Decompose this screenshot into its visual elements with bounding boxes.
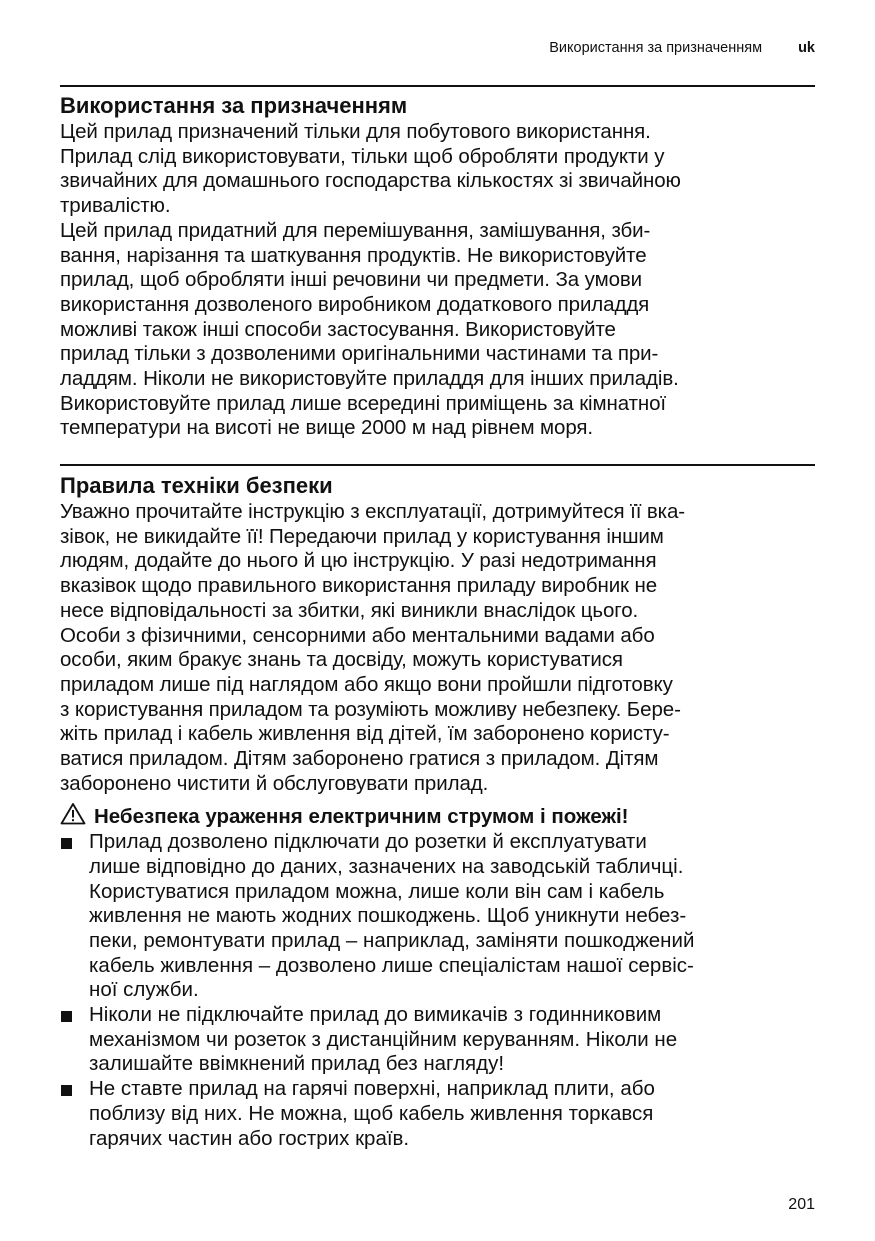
page-header xyxy=(60,40,815,60)
text-line: жіть прилад і кабель живлення від дітей, їм заборонено користу- xyxy=(60,722,670,746)
text-line: зівок, не викидайте її! Передаючи прилад у користування іншим xyxy=(60,524,664,548)
text-line: механізмом чи розеток з дистанційним керуванням. Ніколи не xyxy=(89,1027,678,1051)
language-code: uk xyxy=(798,40,815,56)
section-divider-2 xyxy=(60,464,815,466)
text-line: особи, яким бракує знань та досвіду, можуть користуватися xyxy=(60,648,623,672)
page-number: 201 xyxy=(788,1196,815,1213)
text-line: з користування приладом та розуміють можливу небезпеку. Бере- xyxy=(60,697,681,721)
text-line: людям, додайте до нього й цю інструкцію. У разі недотримання xyxy=(60,549,657,573)
warning-triangle-icon xyxy=(60,802,86,825)
text-line: Не ставте прилад на гарячі поверхні, наприклад плити, або xyxy=(89,1077,655,1101)
text-line: ладдям. Ніколи не використовуйте приладдя для інших приладів. xyxy=(60,367,679,391)
text-line: температури на висоті не вище 2000 м над рівнем моря. xyxy=(60,416,594,440)
section-divider-1 xyxy=(60,85,815,87)
text-line: Цей прилад призначений тільки для побутового використання. xyxy=(60,120,651,143)
text-line: вання, нарізання та шаткування продуктів. Не використовуйте xyxy=(60,243,647,267)
bullet-square-icon xyxy=(61,1011,72,1022)
section-intended-use xyxy=(60,91,820,441)
text-line: вказівок щодо правильного використання приладу виробник не xyxy=(60,574,658,598)
text-line: гарячих частин або гострих країв. xyxy=(89,1126,410,1150)
text-line: приладом лише під наглядом або якщо вони пройшли підготовку xyxy=(60,672,673,696)
text-line: Ніколи не підключайте прилад до вимикачів з годинниковим xyxy=(89,1003,662,1027)
list-item xyxy=(60,1077,820,1151)
text-line: можливі також інші способи застосування. Використовуйте xyxy=(60,317,616,341)
bullet-square-icon xyxy=(61,838,72,849)
running-title: Використання за призначенням xyxy=(549,40,763,56)
text-line: Прилад дозволено підключати до розетки й експлуатувати xyxy=(89,830,647,854)
text-line: Використовуйте прилад лише всередині приміщень за кімнатної xyxy=(60,391,666,415)
text-line: лише відповідно до даних, зазначених на заводській табличці. xyxy=(89,854,684,878)
text-line: прилад, щоб обробляти інші речовини чи предмети. За умови xyxy=(60,268,643,292)
text-line: пеки, ремонтувати прилад – наприклад, заміняти пошкоджений xyxy=(89,928,695,952)
text-line: Цей прилад придатний для перемішування, замішування, зби- xyxy=(60,218,651,242)
text-line: Прилад слід використовувати, тільки щоб обробляти продукти у xyxy=(60,144,665,168)
section-heading-safety-rules: Правила техніки безпеки xyxy=(60,473,333,498)
text-line: ватися приладом. Дітям заборонено гратися з приладом. Дітям xyxy=(60,747,659,771)
warning-text: Небезпека ураження електричним струмом і пожежі! xyxy=(94,805,629,829)
text-line: ної служби. xyxy=(89,978,199,1002)
text-line: кабель живлення – дозволено лише спеціалістам нашої сервіс- xyxy=(89,953,694,977)
bullet-square-icon xyxy=(61,1085,72,1096)
section-safety-rules xyxy=(60,471,820,1151)
text-line: залишайте ввімкнений прилад без нагляду! xyxy=(89,1052,505,1076)
text-line: несе відповідальності за збитки, які виникли внаслідок цього. xyxy=(60,598,639,622)
text-line: звичайних для домашнього господарства кількостях зі звичайною xyxy=(60,169,681,193)
safety-bullet-list xyxy=(60,830,820,1151)
text-line: Особи з фізичними, сенсорними або ментальними вадами або xyxy=(60,623,655,647)
text-line: живлення не мають жодних пошкоджень. Щоб уникнути небез- xyxy=(89,904,687,928)
text-line: використання дозволеного виробником додаткового приладдя xyxy=(60,292,650,316)
text-line: поблизу від них. Не можна, щоб кабель живлення торкався xyxy=(89,1101,654,1125)
text-line: Користуватися приладом можна, лише коли він сам і кабель xyxy=(89,879,665,903)
text-line: заборонено чистити й обслуговувати прилад. xyxy=(60,771,489,795)
list-item xyxy=(60,1003,820,1077)
section-heading-intended-use: Використання за призначенням xyxy=(60,93,408,118)
list-item xyxy=(60,830,820,1003)
text-line: Уважно прочитайте інструкцію з експлуатації, дотримуйтеся її вка- xyxy=(60,500,686,523)
text-line: тривалістю. xyxy=(60,194,171,218)
intended-use-paragraph xyxy=(60,120,820,441)
text-line: прилад тільки з дозволеними оригінальними частинами та при- xyxy=(60,342,659,366)
electric-shock-warning xyxy=(60,802,820,830)
safety-paragraph xyxy=(60,500,820,796)
